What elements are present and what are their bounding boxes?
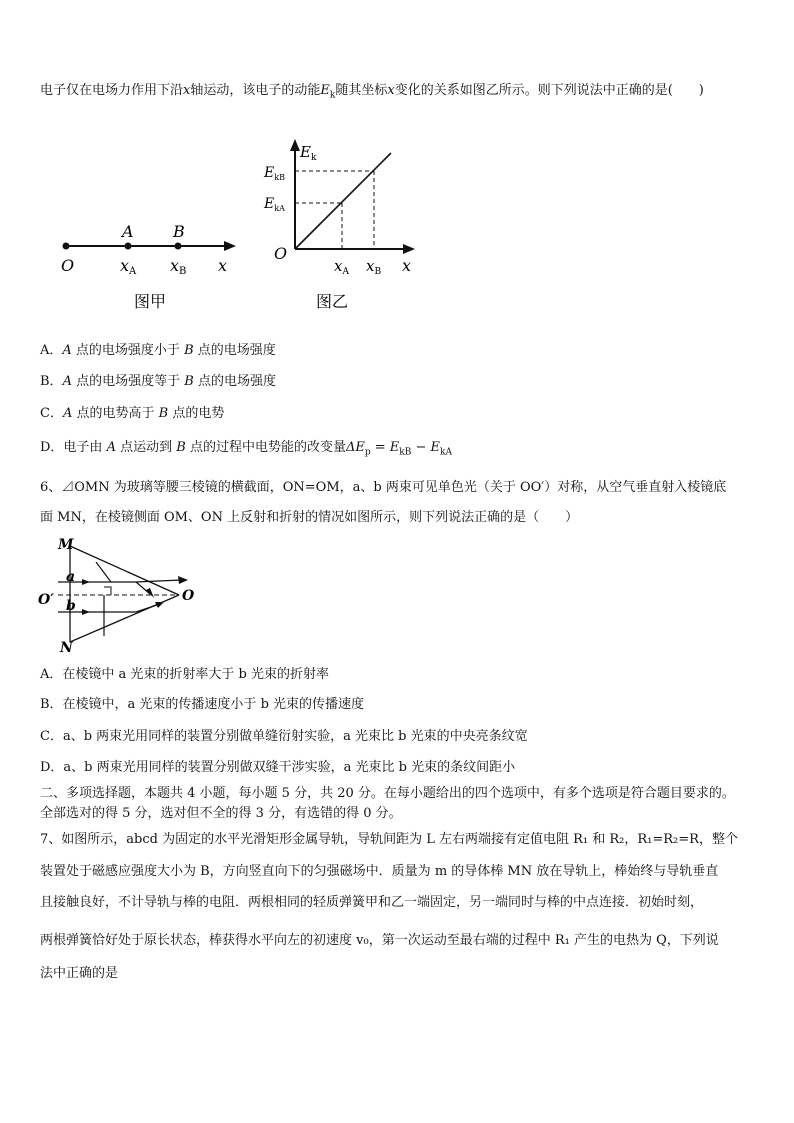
q7-line3: 且接触良好，不计导轨与棒的电阻．两根相同的轻质弹簧甲和乙一端固定，另一端同时与棒的中点连接．初始时刻， (40, 895, 704, 910)
section-2-line2: 全部选对的得 5 分，选对但不全的得 3 分，有选错的得 0 分。 (40, 806, 402, 821)
q7-line2: 装置处于磁感应强度大小为 B，方向竖直向下的匀强磁场中．质量为 m 的导体棒 MN 放在导轨上，棒始终与导轨垂直 (40, 864, 719, 879)
label-b: b (66, 598, 76, 614)
q6-stem-line1: 6、⊿OMN 为玻璃等腰三棱镜的横截面，ON=OM，a、b 两束可见单色光（关于 OO′）对称，从空气垂直射入棱镜底 (40, 480, 727, 495)
label-A: A (122, 222, 134, 241)
label-x: x (402, 256, 412, 275)
section-2-line1: 二、多项选择题，本题共 4 小题，每小题 5 分，共 20 分。在每小题给出的四个选项中，有多个选项是符合题目要求的。 (40, 786, 735, 801)
label-O: O (61, 256, 75, 275)
q5-option-b: B．A 点的电场强度等于 B 点的电场强度 (40, 374, 276, 389)
q5-option-c: C．A 点的电势高于 B 点的电势 (40, 406, 225, 421)
q5-option-a: A．A 点的电场强度小于 B 点的电场强度 (40, 343, 276, 358)
q5-stem: 电子仅在电场力作用下沿x轴运动，该电子的动能$E_k$随其坐标x变化的关系如图乙所示。则下列说法中正确的是( ) (40, 83, 704, 101)
label-M: M (58, 537, 74, 553)
prism-figure (36, 532, 206, 658)
ek-line (295, 153, 391, 249)
label-a: a (66, 569, 76, 585)
q7-line1: 7、如图所示，abcd 为固定的水平光滑矩形金属导轨，导轨间距为 L 左右两端接有定值电阻 R₁ 和 R₂，R₁=R₂=R，整个 (40, 832, 738, 847)
q7-line5: 法中正确的是 (40, 966, 119, 981)
label-x: x (218, 256, 228, 275)
q7-line4: 两根弹簧恰好处于原长状态，棒获得水平向左的初速度 v₀，第一次运动至最右端的过程中 R₁ 产生的电热为 Q，下列说 (40, 933, 719, 948)
label-xA: xA (120, 256, 137, 277)
label-O-prime: O′ (38, 592, 54, 608)
q6-option-d: D．a、b 两束光用同样的装置分别做双缝干涉实验，a 光束比 b 光束的条纹间距小 (40, 760, 516, 775)
label-EkA: $E_{kA}$ (264, 196, 285, 213)
point-A (125, 243, 132, 250)
label-xB: $x_B$ (366, 257, 382, 277)
label-B: B (173, 222, 185, 241)
caption-yi: 图乙 (316, 292, 349, 311)
label-O: O (274, 244, 288, 263)
label-O: O (182, 588, 195, 604)
q6-stem-line2: 面 MN，在棱镜侧面 OM、ON 上反射和折射的情况如图所示，则下列说法正确的是（ ） (40, 510, 579, 525)
point-B (175, 243, 182, 250)
q6-option-c: C．a、b 两束光用同样的装置分别做单缝衍射实验，a 光束比 b 光束的中央亮条纹宽 (40, 729, 528, 744)
label-xB: xB (170, 256, 187, 277)
label-EkB: $E_{kB}$ (264, 165, 285, 182)
caption-jia: 图甲 (134, 292, 167, 311)
label-xA: $x_A$ (334, 257, 349, 277)
point-O (63, 243, 70, 250)
label-Ek: $E_k$ (300, 143, 317, 163)
q5-option-d: D．电子由 A 点运动到 B 点的过程中电势能的改变量$\Delta E_p = E_{kB} - E_{kA}$ (40, 440, 452, 458)
figure-jia (50, 215, 250, 315)
figure-yi (262, 135, 422, 320)
label-N: N (60, 640, 73, 656)
q6-option-b: B．在棱镜中，a 光束的传播速度小于 b 光束的传播速度 (40, 697, 365, 712)
q6-option-a: A．在棱镜中 a 光束的折射率大于 b 光束的折射率 (40, 667, 329, 682)
